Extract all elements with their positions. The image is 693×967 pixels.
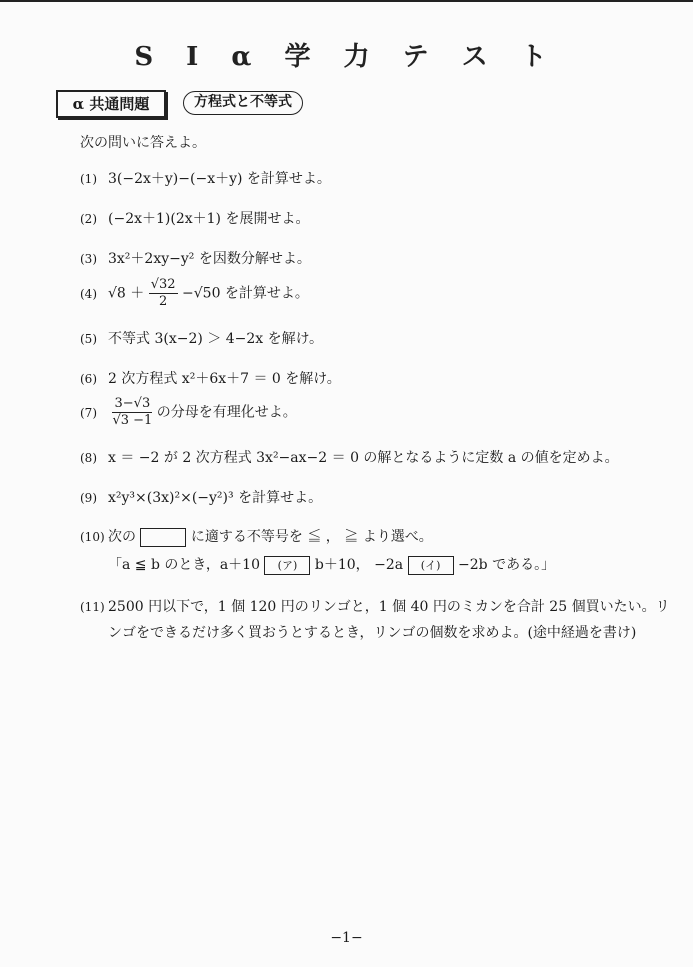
question-3 xyxy=(80,248,311,268)
question-6 xyxy=(80,368,341,388)
question-number: (9) xyxy=(80,491,97,505)
question-7 xyxy=(80,396,297,429)
question-text: 2 次方程式 x²＋6x＋7 ＝ 0 を解け。 xyxy=(108,371,341,387)
fraction-denominator: 2 xyxy=(159,294,168,309)
fraction xyxy=(112,396,152,429)
answer-blank-b: (イ) xyxy=(408,556,454,575)
page-title: S I α 学 力 テ ス ト xyxy=(134,42,559,72)
question-text: 3(−2x＋y)−(−x＋y) を計算せよ。 xyxy=(108,171,331,187)
question-post: の分母を有理化せよ。 xyxy=(156,404,297,421)
question-2 xyxy=(80,208,309,228)
fraction-denominator: √3 −1 xyxy=(112,413,153,428)
question-10 xyxy=(80,526,433,547)
question-text: x ＝ −2 が 2 次方程式 3x²−ax−2 ＝ 0 の解となるように定数 a の値を定めよ。 xyxy=(108,450,619,466)
question-pre: 次の xyxy=(108,529,136,545)
question-number: (11) xyxy=(80,600,105,614)
question-number: (3) xyxy=(80,252,97,266)
statement-part-c: −2b である。」 xyxy=(458,557,556,573)
question-number: (2) xyxy=(80,212,97,226)
question-text: 2500 円以下で，1 個 120 円のリンゴと，1 個 40 円のミカンを合計 25 個買いたい。リ xyxy=(108,599,670,615)
question-pre: √8 ＋ xyxy=(108,285,145,302)
question-4 xyxy=(80,277,309,310)
question-post: −√50 を計算せよ。 xyxy=(182,285,309,302)
question-1 xyxy=(80,168,331,188)
question-11 xyxy=(80,596,670,616)
question-9 xyxy=(80,487,322,507)
question-text: x²y³×(3x)²×(−y²)³ を計算せよ。 xyxy=(108,490,323,506)
statement-part-b: b＋10， −2a xyxy=(314,557,404,573)
section-label-box: α 共通問題 xyxy=(56,90,166,118)
question-10-line2 xyxy=(108,554,555,575)
page-number: −1− xyxy=(330,930,363,946)
question-11-line2: ンゴをできるだけ多く買おうとするとき，リンゴの個数を求めよ。(途中経過を書け) xyxy=(108,625,637,641)
question-number: (1) xyxy=(80,172,97,186)
statement-part-a: 「a ≦ b のとき，a＋10 xyxy=(108,557,260,573)
answer-blank xyxy=(140,528,186,547)
instruction-text: 次の問いに答えよ。 xyxy=(80,135,206,151)
answer-blank-a: (ア) xyxy=(264,556,310,575)
fraction-numerator: √32 xyxy=(150,277,176,292)
question-number: (8) xyxy=(80,451,97,465)
topic-label-pill: 方程式と不等式 xyxy=(183,91,303,115)
question-text: (−2x＋1)(2x＋1) を展開せよ。 xyxy=(108,211,310,227)
question-5 xyxy=(80,328,323,348)
question-number: (6) xyxy=(80,372,97,386)
top-border-line xyxy=(0,0,693,2)
fraction-numerator: 3−√3 xyxy=(112,396,152,413)
question-number: (5) xyxy=(80,332,97,346)
question-8 xyxy=(80,447,619,467)
fraction xyxy=(149,277,178,310)
question-number: (4) xyxy=(80,286,97,301)
question-post: に適する不等号を ≦ ， ≧ より選べ。 xyxy=(190,529,433,545)
question-number: (7) xyxy=(80,405,97,420)
question-text: 不等式 3(x−2) ＞ 4−2x を解け。 xyxy=(108,331,324,347)
question-text: 3x²＋2xy−y² を因数分解せよ。 xyxy=(108,251,311,267)
question-number: (10) xyxy=(80,530,105,544)
